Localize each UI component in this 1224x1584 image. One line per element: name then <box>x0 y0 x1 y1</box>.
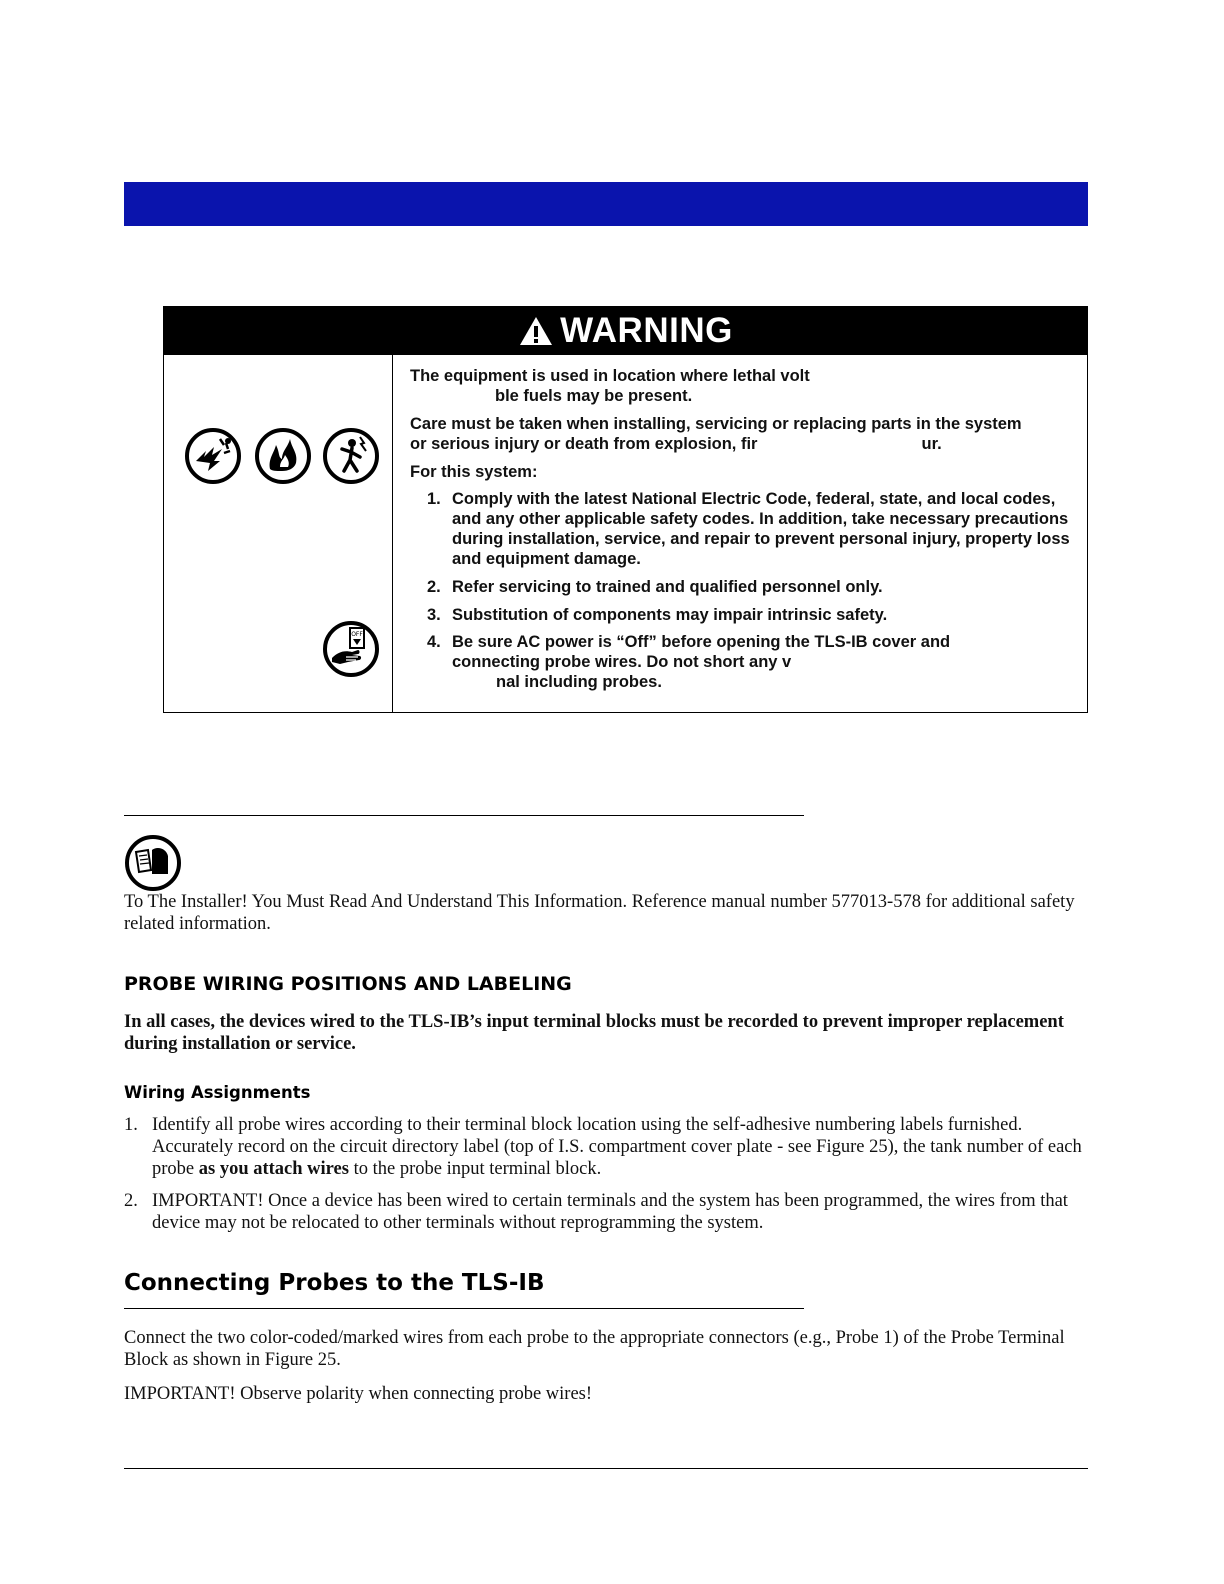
warning-item-number: 4. <box>427 633 441 651</box>
hazard-icons-panel <box>164 355 393 712</box>
read-manual-icon <box>124 834 182 897</box>
list-item <box>124 1190 1088 1234</box>
warning-list-item <box>410 605 1080 625</box>
warning-item-number: 3. <box>427 606 441 624</box>
warning-triangle-icon <box>518 315 554 352</box>
warning-para2-line1: Care must be taken when installing, servicing or replacing parts in the system <box>410 415 1022 433</box>
warning-para2-tail: ur. <box>921 435 942 453</box>
warning-item-number: 2. <box>427 578 441 596</box>
warning-box <box>163 306 1088 713</box>
for-this-system: For this system: <box>410 463 538 481</box>
warning-para1-line2: ble fuels may be present. <box>495 387 693 405</box>
list-item-text: Identify all probe wires according to their terminal block location using the self-adhesive numbering labels furnished. Accurately record on the circuit directory label (top of I.S. compartment cover plate - see Figure 25), the tank number of each probe <box>152 1115 1082 1179</box>
warning-item4-line2: connecting probe wires. Do not short any v <box>452 653 792 671</box>
warning-item-text: Substitution of components may impair intrinsic safety. <box>452 606 888 624</box>
warning-list-item <box>410 577 1080 597</box>
connecting-para2: IMPORTANT! Observe polarity when connecting probe wires! <box>124 1384 593 1404</box>
warning-list <box>410 489 1080 692</box>
section-divider <box>124 815 804 816</box>
warning-para2-line2-row <box>410 434 1080 454</box>
warning-list-item <box>410 489 1080 569</box>
warning-item4-line1: Be sure AC power is “Off” before opening the TLS-IB cover and <box>452 633 951 651</box>
warning-para1-line1: The equipment is used in location where lethal volt <box>410 367 810 385</box>
list-item-number: 2. <box>124 1191 138 1211</box>
list-item <box>124 1114 1088 1180</box>
warning-item-text: Refer servicing to trained and qualified personnel only. <box>452 578 883 596</box>
connecting-heading: Connecting Probes to the TLS-IB <box>124 1270 545 1296</box>
list-item-number: 1. <box>124 1115 138 1135</box>
footer-rule <box>124 1468 1088 1469</box>
wiring-assignments-subheading: Wiring Assignments <box>124 1083 311 1102</box>
list-item-text: to the probe input terminal block. <box>348 1159 602 1179</box>
fire-hazard-icon <box>254 427 312 490</box>
installer-note: To The Installer! You Must Read And Understand This Information. Reference manual number 577013-578 for additional safety related information. <box>124 892 1075 934</box>
explosion-hazard-icon <box>184 427 242 490</box>
warning-para2-line2: or serious injury or death from explosion, fir <box>410 435 758 453</box>
warning-list-item <box>410 632 1080 692</box>
power-off-icon <box>322 620 380 683</box>
warning-title: WARNING <box>560 311 733 350</box>
connecting-para1: Connect the two color-coded/marked wires from each probe to the appropriate connectors (e.g., Probe 1) of the Probe Terminal Block as shown in Figure 25. <box>124 1328 1065 1370</box>
probe-wiring-heading: PROBE WIRING POSITIONS AND LABELING <box>124 973 572 995</box>
header-banner <box>124 182 1088 226</box>
probe-wiring-bold-text: In all cases, the devices wired to the TLS-IB’s input terminal blocks must be recorded to prevent improper replacement during installation or service. <box>124 1012 1064 1054</box>
list-item-text: IMPORTANT! Once a device has been wired to certain terminals and the system has been programmed, the wires from that device may not be relocated to other terminals without reprogramming the system. <box>152 1191 1068 1233</box>
electric-shock-icon <box>322 427 380 490</box>
wiring-assignments-list <box>124 1114 1088 1234</box>
warning-item-number: 1. <box>427 490 441 508</box>
warning-item4-line3: nal including probes. <box>496 673 662 691</box>
off-label: OFF <box>351 631 363 638</box>
warning-item-text: Comply with the latest National Electric Code, federal, state, and local codes, and any other applicable safety codes. In addition, take necessary precautions during installation, service, and repair to prevent personal injury, property loss and equipment damage. <box>452 490 1070 568</box>
list-item-bold: as you attach wires <box>198 1159 349 1179</box>
warning-text <box>410 366 1080 692</box>
section-divider <box>124 1308 804 1309</box>
warning-header <box>164 307 1087 355</box>
